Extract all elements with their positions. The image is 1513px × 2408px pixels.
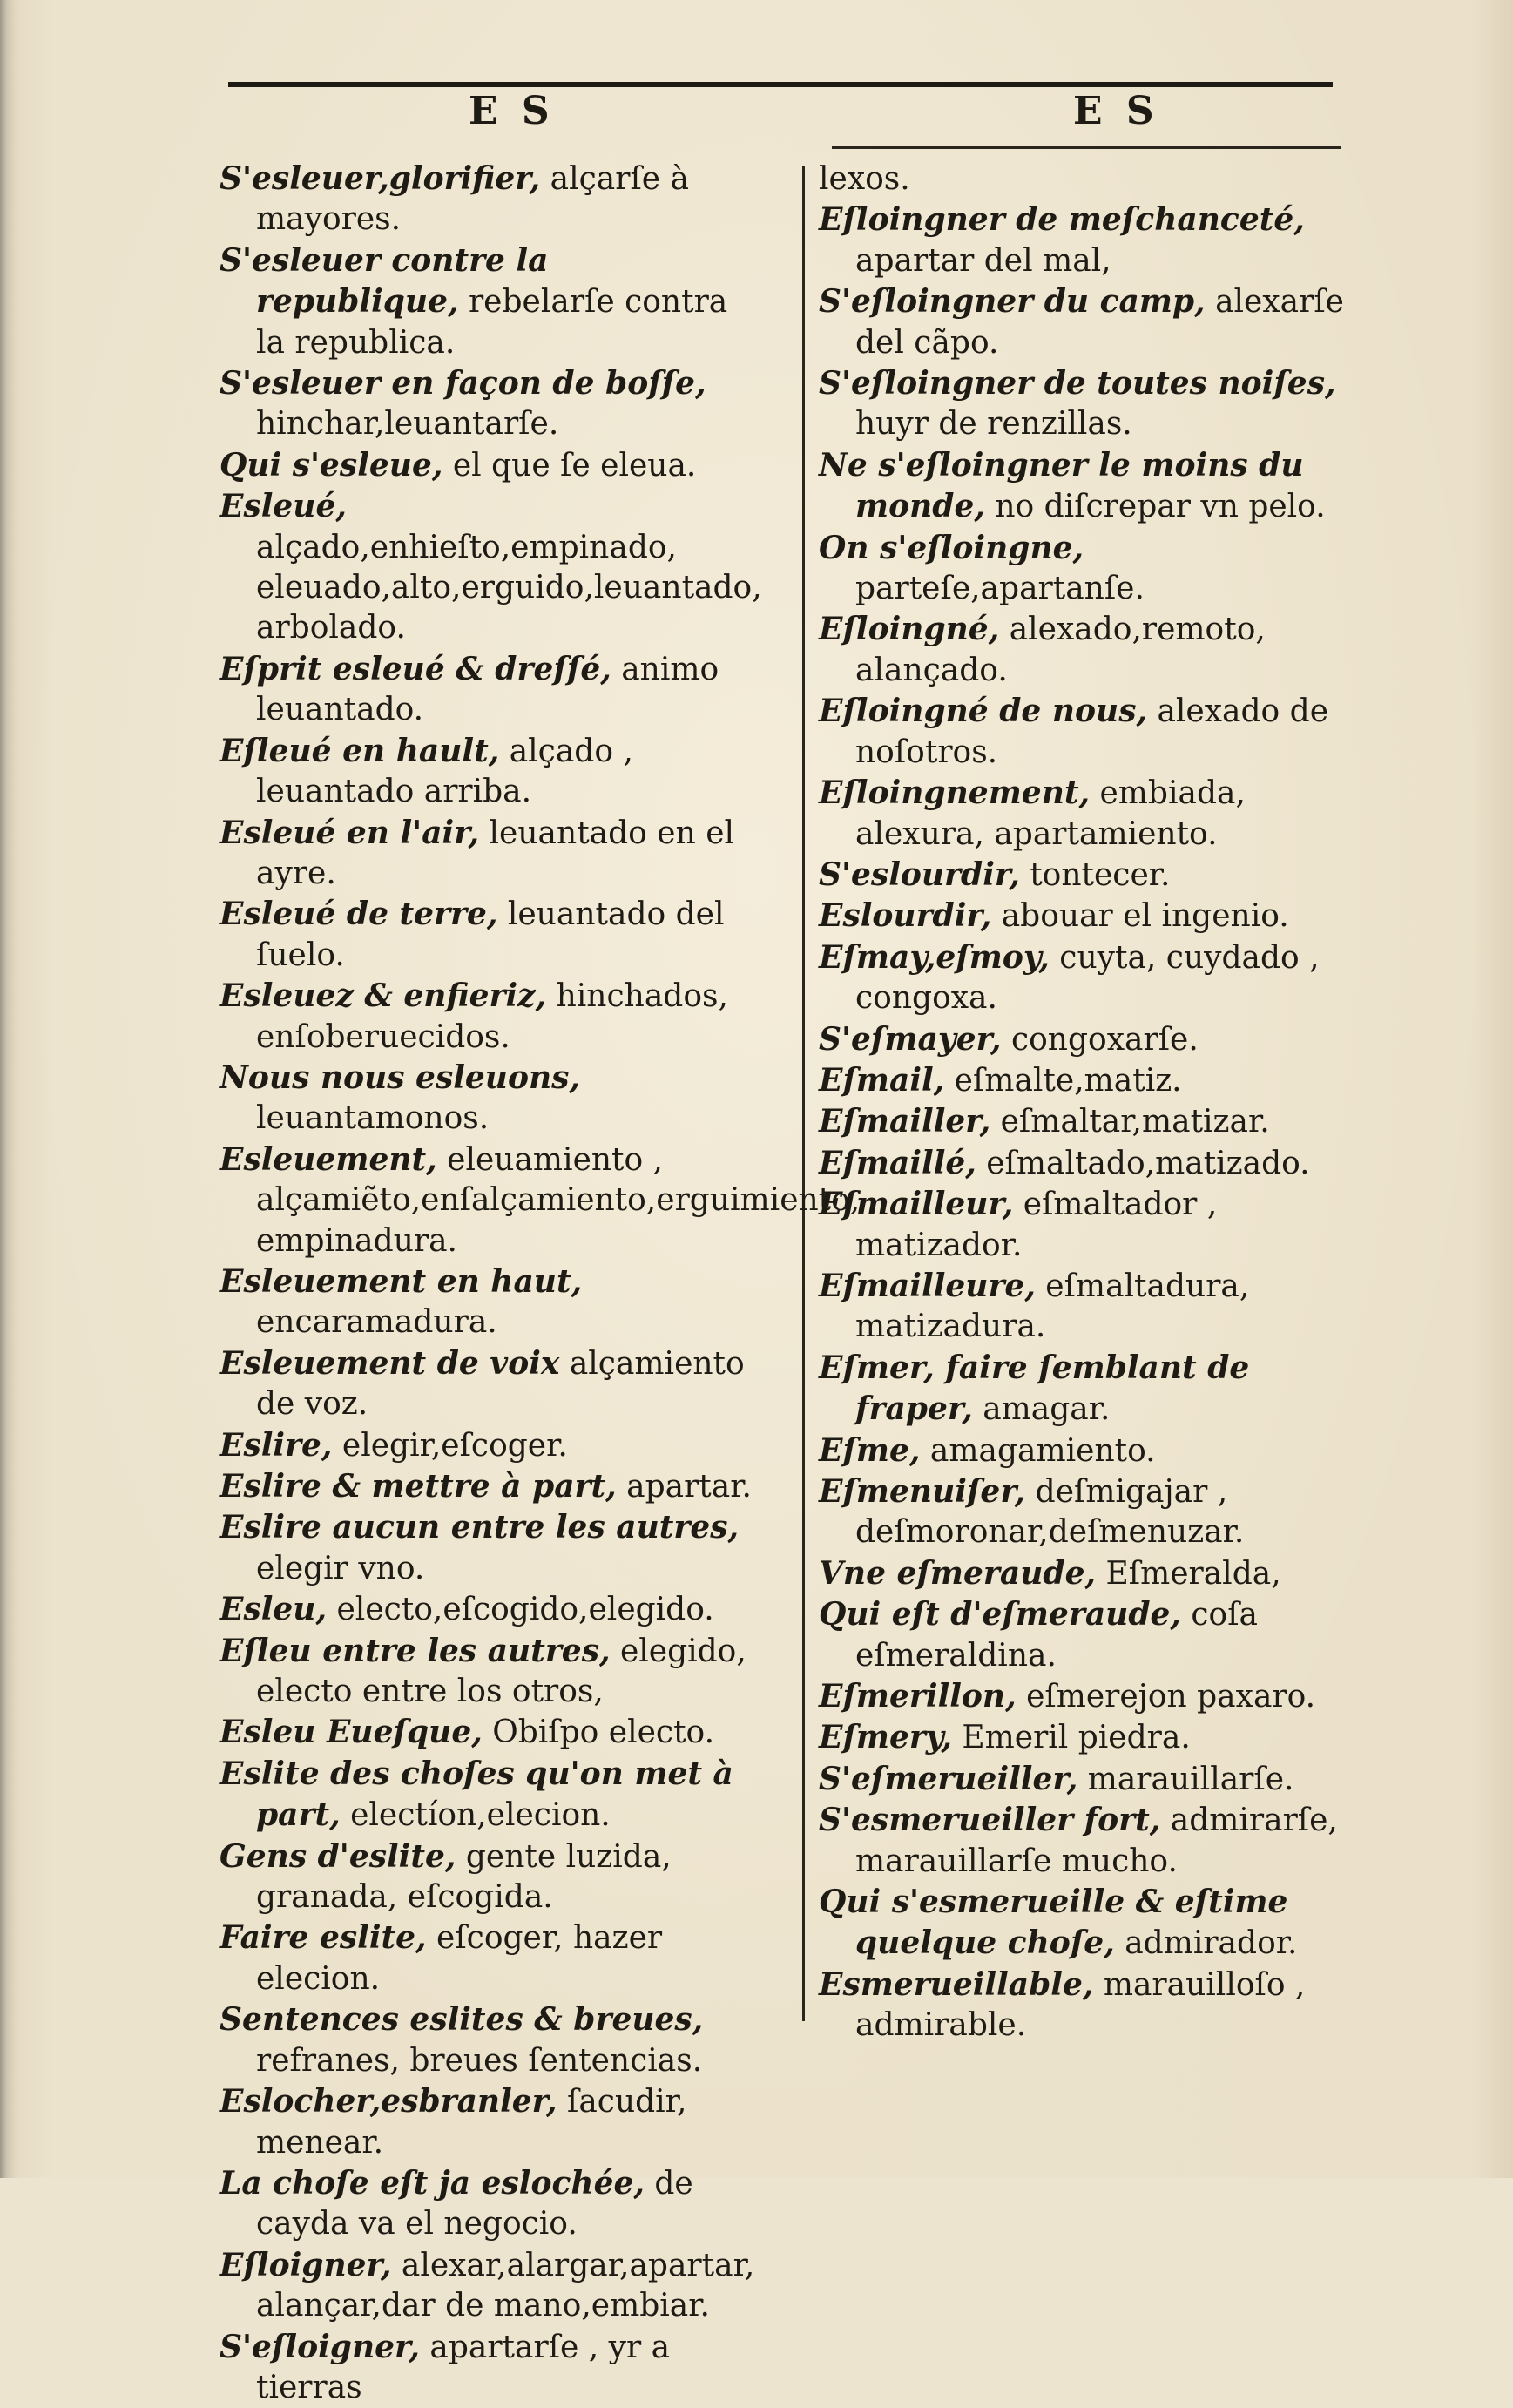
dictionary-entry xyxy=(220,1631,760,1713)
entry-gloss: coſa eſmeraldina. xyxy=(855,1597,1259,1674)
entry-headword: Eslire, xyxy=(220,1426,333,1464)
dictionary-entry xyxy=(220,2245,760,2327)
entry-headword: Esleu Eueſque, xyxy=(220,1714,483,1751)
entry-headword: Vne eſmeraude, xyxy=(819,1554,1097,1592)
dictionary-entry xyxy=(220,1507,760,1589)
entry-gloss: leuantado del ſuelo. xyxy=(256,896,725,973)
entry-headword: S'eſloingner de toutes noiſes, xyxy=(819,365,1336,402)
dictionary-entry xyxy=(819,1471,1357,1553)
entry-headword: Nous nous esleuons, xyxy=(220,1059,580,1096)
entry-gloss: elegir,eſcoger. xyxy=(332,1427,568,1464)
entry-gloss: leuantado en el ayre. xyxy=(256,815,735,891)
dictionary-entry xyxy=(819,1060,1357,1101)
entry-gloss: Obiſpo electo. xyxy=(482,1715,715,1751)
entry-gloss: embiada, alexura, apartamiento. xyxy=(855,775,1246,852)
dictionary-entry xyxy=(220,1140,861,1261)
entry-headword: Esleuement, xyxy=(220,1140,437,1178)
dictionary-entry xyxy=(819,528,1357,610)
entry-headword: Eſmailleur, xyxy=(819,1186,1014,1223)
column-divider xyxy=(802,166,805,2021)
entry-gloss: parteſe,apartanſe. xyxy=(855,571,1145,607)
entry-headword: Eſloingner de meſchanceté, xyxy=(819,201,1305,239)
entry-gloss: leuantamonos. xyxy=(256,1100,490,1137)
entry-headword: Eslire aucun entre les autres, xyxy=(220,1509,740,1546)
entry-gloss: admirador. xyxy=(1114,1925,1298,1962)
entry-gloss: hinchar,leuantarſe. xyxy=(256,406,559,443)
entry-gloss: alçarſe à mayores. xyxy=(256,161,689,238)
dictionary-entry xyxy=(819,773,1357,855)
dictionary-entry xyxy=(819,445,1357,528)
head-rule xyxy=(832,146,1341,149)
entry-headword: Eſleu entre les autres, xyxy=(220,1632,611,1669)
entry-gloss: alçamiento de voz. xyxy=(256,1345,745,1423)
entry-headword: Eſmerillon, xyxy=(819,1678,1017,1715)
dictionary-entry xyxy=(819,1184,1357,1266)
entry-gloss: abouar el ingenio. xyxy=(991,898,1289,935)
dictionary-entry xyxy=(220,1999,760,2081)
entry-gloss: refranes, breues ſentencias. xyxy=(256,2042,703,2079)
dictionary-entry xyxy=(819,1019,1357,1060)
dictionary-entry xyxy=(220,159,760,240)
entry-gloss: apartar del mal, xyxy=(855,242,1111,279)
entry-gloss: el que ſe eleua. xyxy=(442,447,697,484)
entry-gloss: elegido, electo entre los otros, xyxy=(256,1633,746,1710)
dictionary-entry xyxy=(220,894,760,976)
entry-gloss: eſmalte,matiz. xyxy=(944,1062,1182,1099)
dictionary-entry xyxy=(819,937,1357,1019)
entry-gloss: huyr de renzillas. xyxy=(855,406,1132,443)
entry-headword: S'eſmerueiller, xyxy=(819,1760,1078,1797)
dictionary-entry xyxy=(220,2163,760,2245)
entry-gloss: eleuamiento , alçamiẽto,enſalçamiento,erguimiento, empinadura. xyxy=(256,1141,861,1259)
entry-headword: Eſprit esleué & dreſſé, xyxy=(220,650,611,687)
dictionary-entry xyxy=(220,1261,760,1343)
entry-gloss: gente luzida, granada, eſcogida. xyxy=(256,1838,672,1916)
dictionary-entry xyxy=(819,1676,1357,1717)
entry-headword: Eſmenuiſer, xyxy=(819,1473,1026,1510)
dictionary-entry xyxy=(220,2081,760,2163)
entry-gloss: alexarſe del cãpo. xyxy=(855,284,1344,361)
entry-gloss: encaramadura. xyxy=(256,1304,497,1341)
entry-headword: On s'eſloingne, xyxy=(819,529,1084,566)
dictionary-entry xyxy=(819,1882,1357,1965)
entry-headword: Gens d'eslite, xyxy=(220,1837,456,1875)
dictionary-entry xyxy=(220,813,760,895)
entry-headword: Ne s'eſloingner le moins du monde, xyxy=(819,446,1304,525)
entry-headword: Eslocher,esbranler, xyxy=(220,2083,557,2121)
entry-gloss: deſmigajar , deſmoronar,deſmenuzar. xyxy=(855,1474,1245,1551)
dictionary-entry xyxy=(220,1918,760,1999)
entry-headword: Qui s'esmerueille & eſtime quelque choſe, xyxy=(819,1884,1288,1962)
entry-headword: Eslite des choſes qu'on met à part, xyxy=(220,1755,733,1834)
entry-headword: La choſe eſt ja eslochée, xyxy=(220,2164,645,2202)
entry-headword: S'eſloigner, xyxy=(220,2328,420,2365)
entry-gloss: eſmerejon paxaro. xyxy=(1016,1679,1316,1715)
entry-headword: Eslire & mettre à part, xyxy=(220,1468,617,1505)
dictionary-entry xyxy=(819,896,1357,937)
entry-headword: Eſloingné de nous, xyxy=(819,693,1148,730)
dictionary-entry xyxy=(220,240,760,363)
entry-gloss: alexado de noſotros. xyxy=(855,693,1329,770)
entry-headword: S'esleuer,glorifier, xyxy=(220,160,541,197)
entry-headword: Esleué en l'air, xyxy=(220,814,480,851)
dictionary-entry xyxy=(819,1348,1357,1431)
running-head-right: E S xyxy=(1073,89,1159,133)
dictionary-entry xyxy=(220,486,760,649)
dictionary-entry xyxy=(220,1712,760,1753)
entry-gloss: ſacudir, menear. xyxy=(256,2084,687,2161)
entry-headword: Faire eslite, xyxy=(220,1919,427,1957)
dictionary-entry xyxy=(220,1425,760,1466)
right-column xyxy=(819,159,1357,2046)
dictionary-entry xyxy=(819,1431,1357,1471)
entry-gloss: eſmaltadura, matizadura. xyxy=(855,1268,1250,1345)
entry-headword: Eſmaillé, xyxy=(819,1144,976,1181)
entry-headword: S'esleuer en façon de boſſe, xyxy=(220,365,706,402)
entry-gloss: Eſmeralda, xyxy=(1096,1555,1281,1592)
entry-gloss: admirarſe, marauillarſe mucho. xyxy=(855,1803,1338,1879)
entry-headword: Eſmailler, xyxy=(819,1103,991,1140)
entry-headword: S'eſloingner du camp, xyxy=(819,283,1206,321)
entry-gloss: Emeril piedra. xyxy=(951,1720,1191,1756)
entry-headword: Esmerueillable, xyxy=(819,1965,1094,2003)
entry-headword: Eſloingné, xyxy=(819,611,1000,648)
dictionary-entry xyxy=(819,363,1357,445)
entry-gloss: de cayda va el negocio. xyxy=(256,2165,693,2242)
entry-headword: Esleué de terre, xyxy=(220,896,498,933)
entry-gloss: alexar,alargar,apartar, alançar,dar de mano,embiar. xyxy=(256,2247,755,2324)
dictionary-entry xyxy=(220,1589,760,1630)
entry-headword: Eslourdir, xyxy=(819,897,992,935)
entry-gloss: apartar. xyxy=(616,1469,752,1505)
dictionary-entry xyxy=(819,691,1357,773)
entry-gloss: electíon,elecion. xyxy=(340,1797,611,1834)
entry-headword: Esleué, xyxy=(220,488,347,525)
entry-gloss: eſmaltar,matizar. xyxy=(990,1104,1270,1140)
dictionary-entry xyxy=(819,855,1357,896)
entry-gloss: elegir vno. xyxy=(256,1550,425,1586)
entry-gloss: no diſcrepar vn pelo. xyxy=(984,489,1326,525)
entry-headword: Qui s'esleue, xyxy=(220,446,443,484)
dictionary-entry xyxy=(819,1101,1357,1142)
entry-gloss: alexado,remoto, alançado. xyxy=(855,612,1266,688)
dictionary-entry xyxy=(220,445,760,486)
entry-headword: Esleuement de voix xyxy=(220,1344,560,1382)
entry-gloss: alçado,enhieſto,empinado, eleuado,alto,erguido,leuantado, arbolado. xyxy=(256,529,762,646)
dictionary-entry xyxy=(220,649,760,731)
entry-headword: Eſloingnement, xyxy=(819,774,1091,812)
entry-gloss: apartarſe , yr a tierras xyxy=(256,2329,671,2405)
entry-headword: S'esleuer contre la republique, xyxy=(220,241,549,321)
dictionary-entry xyxy=(819,281,1357,363)
entry-headword: Eſleué en hault, xyxy=(220,732,500,769)
entry-gloss: hinchados, enſoberuecidos. xyxy=(256,978,728,1055)
entry-gloss: rebelarſe contra la republica. xyxy=(256,284,728,361)
entry-gloss: eſmaltado,matizado. xyxy=(976,1145,1310,1181)
entry-headword: Eſmay,eſmoy, xyxy=(819,938,1050,976)
entry-headword: Esleuement en haut, xyxy=(220,1262,583,1300)
entry-headword: Eſme, xyxy=(819,1431,921,1469)
entry-gloss: animo leuantado. xyxy=(256,651,719,728)
dictionary-entry xyxy=(220,1343,760,1425)
entry-headword: Eſmail, xyxy=(819,1061,945,1099)
entry-gloss: cuyta, cuydado , congoxa. xyxy=(855,939,1320,1017)
entry-gloss: congoxarſe. xyxy=(1001,1021,1199,1058)
entry-gloss: tontecer. xyxy=(1019,856,1171,893)
dictionary-entry xyxy=(220,2327,760,2408)
entry-gloss: eſmaltador , matizador. xyxy=(855,1187,1218,1263)
dictionary-entry xyxy=(819,1266,1357,1348)
entry-gloss: marauilloſo , admirable. xyxy=(855,1966,1306,2044)
dictionary-entry xyxy=(220,976,760,1058)
dictionary-entry xyxy=(819,1965,1357,2046)
entry-gloss: amagamiento. xyxy=(920,1432,1156,1469)
entry-gloss: amagar. xyxy=(972,1391,1111,1428)
entry-headword: Esleuez & enfieriz, xyxy=(220,977,547,1015)
dictionary-entry xyxy=(819,609,1357,691)
entry-gloss: alçado , leuantado arriba. xyxy=(256,733,633,810)
dictionary-entry xyxy=(819,1759,1357,1800)
entry-gloss: lexos. xyxy=(819,161,910,197)
entry-headword: Eſmer, faire ſemblant de fraper, xyxy=(819,1349,1250,1428)
entry-headword: Eſmery, xyxy=(819,1719,952,1756)
dictionary-entry xyxy=(819,200,1357,281)
dictionary-entry xyxy=(819,1594,1357,1676)
dictionary-entry xyxy=(220,363,760,445)
dictionary-entry xyxy=(220,1836,760,1918)
dictionary-entry xyxy=(220,1466,760,1507)
dictionary-entry xyxy=(220,1058,760,1140)
dictionary-entry xyxy=(220,731,760,813)
top-rule xyxy=(228,82,1333,87)
entry-headword: S'eſmayer, xyxy=(819,1020,1002,1058)
dictionary-entry xyxy=(819,159,1357,200)
dictionary-entry xyxy=(819,1800,1357,1882)
dictionary-entry xyxy=(819,1553,1357,1594)
entry-headword: S'esmerueiller fort, xyxy=(819,1802,1161,1839)
dictionary-entry xyxy=(819,1717,1357,1758)
dictionary-entry xyxy=(220,1754,760,1836)
dictionary-entry xyxy=(819,1143,1357,1184)
entry-headword: Sentences eslites & breues, xyxy=(220,2001,704,2039)
entry-headword: S'eslourdir, xyxy=(819,856,1020,893)
running-head-left: E S xyxy=(469,89,555,133)
entry-gloss: electo,eſcogido,elegido. xyxy=(327,1592,714,1628)
entry-headword: Qui eſt d'eſmeraude, xyxy=(819,1596,1181,1634)
entry-headword: Esleu, xyxy=(220,1591,327,1628)
left-column xyxy=(220,159,861,2408)
entry-headword: Eſloigner, xyxy=(220,2246,392,2283)
entry-gloss: marauillarſe. xyxy=(1077,1761,1294,1797)
entry-gloss: eſcoger, hazer elecion. xyxy=(256,1920,663,1997)
entry-headword: Eſmailleure, xyxy=(819,1267,1036,1304)
